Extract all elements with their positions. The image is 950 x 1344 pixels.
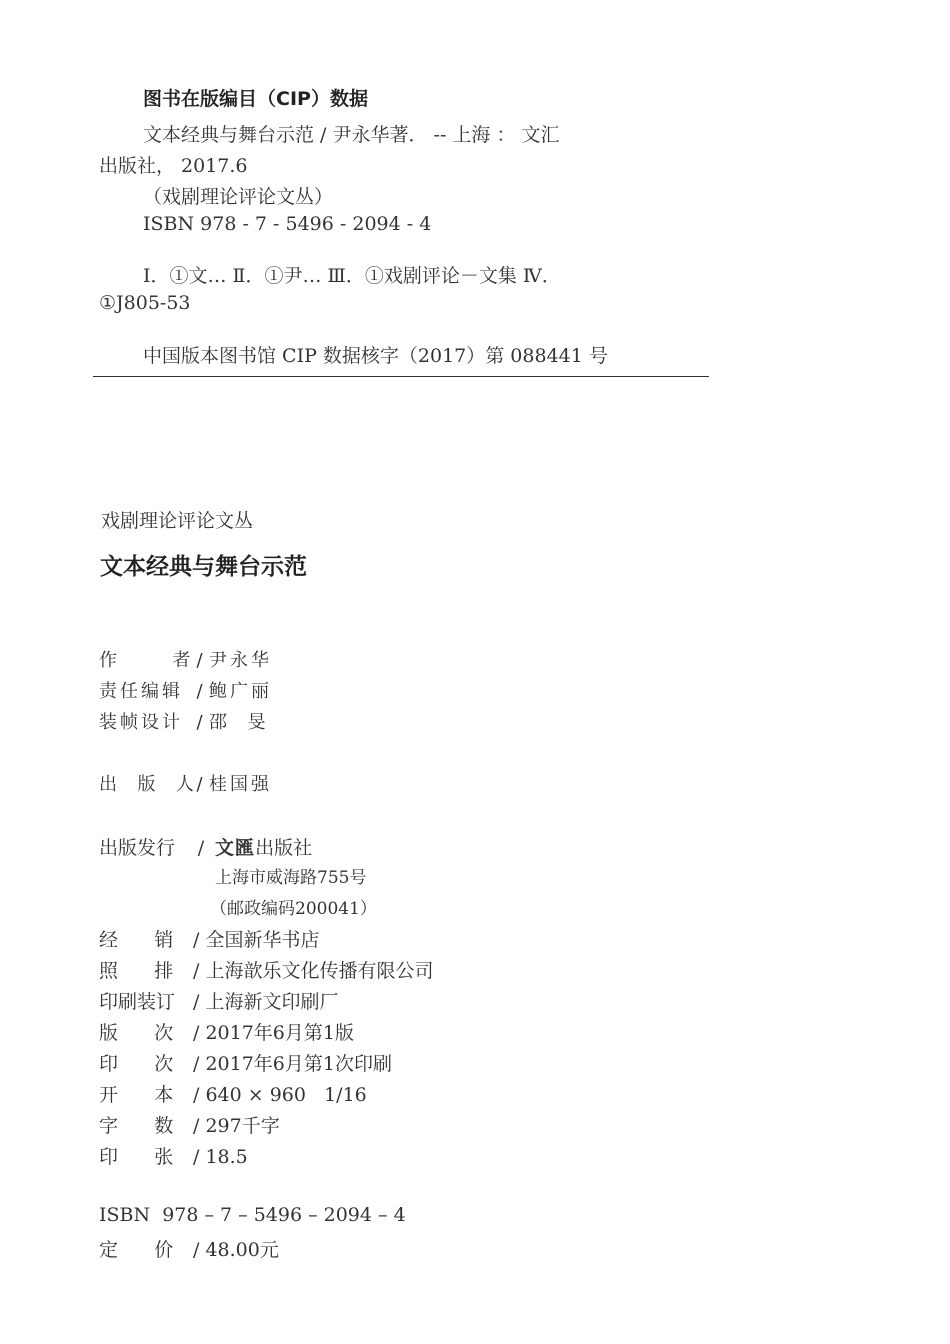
detail-label: 字 数 bbox=[99, 1115, 174, 1137]
detail-label: 照 排 bbox=[99, 960, 174, 982]
cip-record-number: 中国版本图书馆 CIP 数据核字（2017）第 088441 号 bbox=[143, 345, 608, 367]
price-label: 定 价 bbox=[99, 1239, 174, 1261]
publisher-row bbox=[99, 833, 312, 860]
credit-label: 装帧设计 bbox=[99, 712, 183, 733]
credit-value: 邵 旻 bbox=[209, 712, 269, 733]
publisher-separator: / bbox=[197, 837, 205, 859]
detail-label: 印 张 bbox=[99, 1146, 174, 1168]
detail-sheets bbox=[99, 1142, 248, 1169]
cip-classification-code: ①J805-53 bbox=[99, 292, 191, 314]
detail-value: / 上海新文印刷厂 bbox=[193, 991, 339, 1013]
price-row bbox=[99, 1235, 279, 1262]
detail-typesetting bbox=[99, 956, 433, 983]
credit-value: 尹永华 bbox=[209, 650, 272, 671]
detail-format bbox=[99, 1080, 367, 1107]
credit-designer bbox=[99, 708, 268, 734]
series-name: 戏剧理论评论文丛 bbox=[101, 510, 254, 532]
price-value: / 48.00元 bbox=[193, 1239, 279, 1261]
cip-classification-line: Ⅰ．①文… Ⅱ．①尹… Ⅲ．①戏剧评论－文集 Ⅳ． bbox=[143, 265, 561, 287]
detail-value: / 全国新华书店 bbox=[193, 929, 320, 951]
book-title: 文本经典与舞台示范 bbox=[100, 554, 307, 580]
cip-series-line: （戏剧理论评论文丛） bbox=[143, 186, 334, 208]
credit-author bbox=[99, 646, 272, 672]
detail-value: / 640 × 960 1/16 bbox=[193, 1084, 367, 1106]
credit-label: 出 版 人 bbox=[99, 774, 197, 795]
credit-separator: / bbox=[196, 712, 206, 733]
credit-label: 作 者 bbox=[99, 650, 194, 671]
detail-label: 经 销 bbox=[99, 929, 174, 951]
detail-value: / 18.5 bbox=[193, 1146, 248, 1168]
detail-value: / 2017年6月第1版 bbox=[193, 1022, 354, 1044]
detail-label: 版 次 bbox=[99, 1022, 174, 1044]
cip-heading: 图书在版编目（CIP）数据 bbox=[143, 88, 368, 110]
credit-value: 桂国强 bbox=[209, 774, 272, 795]
credit-separator: / bbox=[196, 681, 206, 702]
credit-value: 鲍广丽 bbox=[209, 681, 272, 702]
publisher-address: 上海市威海路755号 bbox=[215, 868, 367, 888]
publisher-name: 出版社 bbox=[255, 837, 313, 859]
detail-label: 印 次 bbox=[99, 1053, 174, 1075]
credit-editor bbox=[99, 677, 272, 703]
detail-label: 开 本 bbox=[99, 1084, 174, 1106]
detail-impression bbox=[99, 1049, 392, 1076]
detail-distributor bbox=[99, 925, 319, 952]
detail-word-count bbox=[99, 1111, 280, 1138]
detail-edition bbox=[99, 1018, 354, 1045]
isbn-bottom: ISBN 978 – 7 – 5496 – 2094 – 4 bbox=[99, 1204, 406, 1226]
divider-rule bbox=[93, 376, 709, 377]
credit-separator: / bbox=[196, 774, 206, 795]
detail-printing bbox=[99, 987, 338, 1014]
detail-value: / 297千字 bbox=[193, 1115, 280, 1137]
credit-publisher-person bbox=[99, 770, 272, 796]
detail-label: 印刷装订 bbox=[99, 991, 176, 1013]
credit-separator: / bbox=[196, 650, 206, 671]
cip-isbn: ISBN 978 - 7 - 5496 - 2094 - 4 bbox=[143, 213, 432, 235]
publisher-logo-text: 文匯 bbox=[215, 837, 256, 859]
cip-publisher-line: 出版社， 2017.6 bbox=[99, 155, 248, 177]
publisher-postcode: （邮政编码200041） bbox=[210, 899, 377, 919]
detail-value: / 上海歆乐文化传播有限公司 bbox=[193, 960, 434, 982]
cip-title-line: 文本经典与舞台示范 / 尹永华著． -- 上海 ： 文汇 bbox=[143, 124, 560, 146]
detail-value: / 2017年6月第1次印刷 bbox=[193, 1053, 392, 1075]
credit-label: 责任编辑 bbox=[99, 681, 183, 702]
publisher-label: 出版发行 bbox=[99, 837, 176, 859]
